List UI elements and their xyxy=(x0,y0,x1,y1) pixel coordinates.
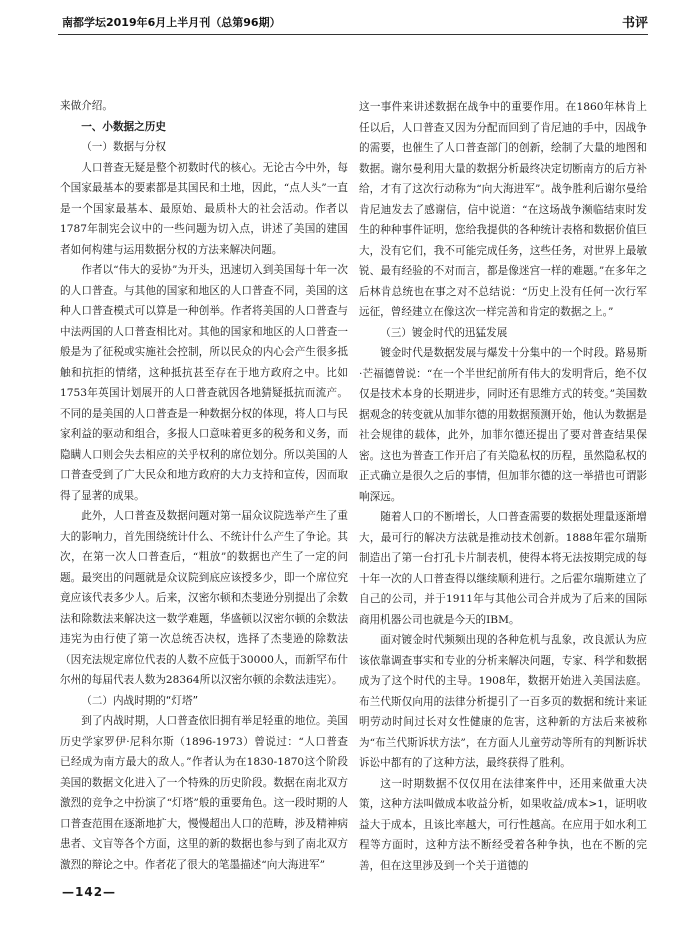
body-paragraph: 这一时期数据不仅仅用在法律案件中，还用来做重大决策，这种方法叫做成本收益分析，如果收益/成本>1，证明收益大于成本，且该比率越大，可行性越高。在应用于如水利工程等方面时，这种方法不断经受着各种争执，也在不断的完善，但在这里涉及到一个关于道德的 xyxy=(359,777,647,872)
subsection-heading: （二）内战时期的“灯塔” xyxy=(81,694,199,707)
left-column xyxy=(60,96,348,875)
subsection-heading: （三）镀金时代的迅猛发展 xyxy=(380,326,508,339)
body-paragraph: 作者以“伟大的妥协”为开头，迅速切入到美国每十年一次的人口普查。与其他的国家和地区的人口普查不同，美国的这种人口普查模式可以算是一种创举。作者将美国的人口普查与中法两国的人口普查相比对。其他的国家和地区的人口普查一般是为了征税或实施社会控制，所以民众的内心会产生很多抵触和抗拒的情绪，这种抵抗甚至存在于地方政府之中。比如1753年英国计划展开的人口普查就因各地猜疑抵抗而流产。不同的是美国的人口普查是一种数据分权的体现，将人口与民家利益的驱动和组合，多报人口意味着更多的税务和义务，而隐瞒人口则会失去相应的关乎权利的席位划分。所以美国的人口普查受到了广大民众和地方政府的大力支持和宣传，因而取得了显著的成果。 xyxy=(60,264,348,502)
body-paragraph: 人口普查无疑是整个初数时代的核心。无论古今中外，每个国家最基本的要素都是其国民和土地，因此，“点人头”一直是一个国家最基本、最原始、最质朴大的社会活动。作者以1787年制宪会议中的一些问题为切入点，讲述了美国的建国者如何构建与运用数据分权的方法来解决问题。 xyxy=(60,161,348,256)
journal-title: 南都学坛2019年6月上半月刊（总第96期） xyxy=(62,16,281,29)
body-paragraph: 镀金时代是数据发展与爆发十分集中的一个时段。路易斯·芒福德曾说：“在一个半世纪前所有伟大的发明背后，绝不仅仅是技术本身的长期进步，同时还有思维方式的转变。”美国数据观念的转变就从加菲尔德的用数据预测开始，他认为数据是社会规律的载体，此外，加菲尔德还提出了要对普查结果保密。这也为普查工作开启了有关隐私权的历程，虽然隐私权的正式确立是很久之后的事情，但加菲尔德的这一举措也可谓影响深远。 xyxy=(359,347,647,503)
body-paragraph: 到了内战时期，人口普查依旧拥有举足轻重的地位。美国历史学家罗伊·尼科尔斯（1896-1973）曾说过：“人口普查已经成为南方最大的敌人。”作者认为在1830-1870这个阶段美国的数据文化进入了一个特殊的历史阶段。数据在南北双方激烈的竞争之中扮演了“灯塔”般的重要角色。这一段时期的人口普查范围在逐渐地扩大，慢慢超出人口的范畴，涉及精神病患者、文盲等各个方面，这里的新的数据也参与到了南北双方激烈的辩论之中。作者花了很大的笔墨描述“向大海进军” xyxy=(60,715,348,871)
right-column xyxy=(359,97,647,876)
body-paragraph: 随着人口的不断增长，人口普查需要的数据处理量逐渐增大，最可行的解决方法就是推动技术创新。1888年霍尔瑞斯制造出了第一台打孔卡片制表机，使得本将无法按期完成的每十年一次的人口普查得以继续顺利进行。之后霍尔瑞斯建立了自己的公司，并于1911年与其他公司合并成为了后来的国际商用机器公司也就是今天的IBM。 xyxy=(359,511,647,626)
section-heading: 一、小数据之历史 xyxy=(81,120,166,133)
page-header xyxy=(58,8,648,35)
body-paragraph: 此外，人口普查及数据问题对第一届众议院选举产生了重大的影响力，首先围绕统计什么、不统计什么产生了争论。其次，在第一次人口普查后，“粗放”的数据也产生了一定的问题。最突出的问题就是众议院到底应该授多少，即一个席位究竟应该代表多少人。后来，汉密尔顿和杰斐逊分别提出了余数法和除数法来解决这一数学难题，华盛顿以汉密尔顿的余数法违宪为由行使了第一次总统否决权，选择了杰斐逊的除数法（因充法规定席位代表的人数不应低于30000人，而新罕布什尔州的每届代表人数为28364所以汉密尔顿的余数法违宪）。 xyxy=(60,510,348,686)
subsection-heading: （一）数据与分权 xyxy=(81,141,166,153)
body-paragraph: 这一事件来讲述数据在战争中的重要作用。在1860年林肯上任以后，人口普查又因为分配而回到了肯尼迪的手中，因战争的需要，也催生了人口普查部门的创新，绘制了大量的地图和数据。谢尔曼利用大量的数据分析最终决定切断南方的后方补给，才有了这次行动称为“向大海进军”。战争胜利后谢尔曼给肯尼迪发去了感谢信，信中说道：“在这场战争濒临结束时发生的种种事件证明，您给我提供的各种统计表格和数据价值巨大，没有它们，我不可能完成任务，这些任务，对世界上最敏锐、最有经验的不对而言，都是像迷宫一样的难题。”在多年之后林肯总统也在事之对不总结说：“历史上没有任何一次行军远征，曾经建立在像这次一样完善和肯定的数据之上。” xyxy=(359,101,647,318)
body-paragraph: 面对镀金时代频频出现的各种危机与乱象，改良派认为应该依靠调查事实和专业的分析来解决问题，专家、科学和数据成为了这个时代的主导。1908年，数据开始进入美国法庭。布兰代斯仅向用的法律分析提引了一百多页的数据和统计来证明劳动时间过长对女性健康的危害，这种新的方法后来被称为“布兰代斯诉状方法”，在方面人儿童劳动等所有的判断诉状诉讼中都有的了这种方法，最终获得了胜利。 xyxy=(359,634,647,769)
section-tag: 书评 xyxy=(621,16,648,31)
body-paragraph: 来做介绍。 xyxy=(60,100,113,112)
page-number: —142— xyxy=(62,885,117,899)
